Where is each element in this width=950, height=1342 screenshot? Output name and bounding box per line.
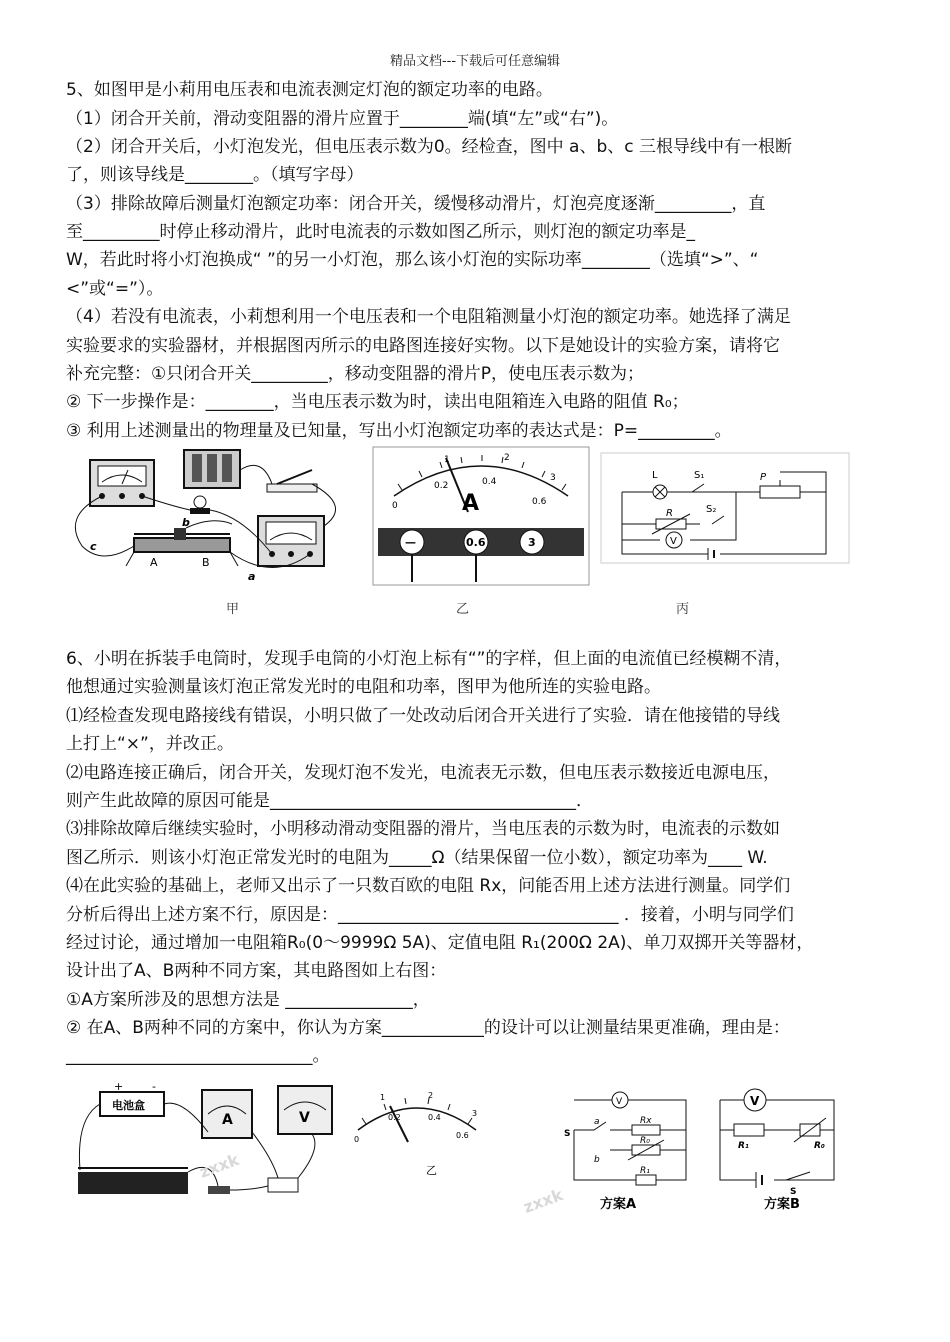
dial-t0: 0 (354, 1135, 360, 1144)
plan-a-R0: R₀ (640, 1136, 650, 1146)
q5-figure-bing (600, 452, 850, 564)
terminal-0-6: 0.6 (466, 536, 486, 549)
q5-part4-line2: 实验要求的实验器材，并根据图丙所示的电路图连接好实物。以下是她设计的实验方案，请将它 (66, 336, 780, 356)
q5-part4-line4: ② 下一步操作是：________，当电压表示数为时，读出电阻箱连入电路的阻值 R₀； (66, 392, 689, 412)
plan-b-S: S (790, 1187, 797, 1197)
plan-a-a: a (594, 1117, 600, 1127)
q6-part2-line1: ⑵电路连接正确后，闭合开关，发现灯泡不发光，电流表无示数，但电压表示数接近电源电压， (66, 763, 780, 783)
tick-1: 1 (444, 455, 450, 465)
dial-t1: 1 (380, 1093, 386, 1102)
dial-caption-yi: 乙 (426, 1164, 437, 1177)
battery-minus: - (152, 1080, 156, 1093)
dial-t04: 0.4 (428, 1113, 441, 1122)
dial-t06: 0.6 (456, 1131, 469, 1140)
tick-0-2: 0.2 (434, 481, 449, 491)
q5-part4-line5: ③ 利用上述测量出的物理量及已知量，写出小灯泡额定功率的表达式是：P=_________。 (66, 421, 732, 441)
q5-part2-line2: 了，则该导线是________。（填写字母） (66, 165, 364, 185)
tick-0: 0 (392, 501, 398, 511)
tick-0-6: 0.6 (532, 497, 547, 507)
q6-part3-line2: 图乙所示．则该小灯泡正常发光时的电阻为_____Ω（结果保留一位小数），额定功率为____ W. (66, 848, 768, 868)
q6-part5: ①A方案所涉及的思想方法是 _______________， (66, 990, 430, 1010)
page-header: 精品文档---下载后可任意编辑 (389, 54, 561, 69)
voltmeter-label: V (299, 1110, 310, 1126)
plan-a-Rx: Rx (640, 1116, 652, 1126)
q6-part4-line4: 设计出了A、B两种不同方案，其电路图如上右图： (66, 961, 447, 981)
q5-part3-line1: （3）排除故障后测量灯泡额定功率：闭合开关，缓慢移动滑片，灯泡亮度逐渐_________，直 (66, 194, 766, 214)
q6-figure-plan-a (520, 1080, 700, 1217)
q5-part4-line3: 补充完整：①只闭合开关_________，移动变阻器的滑片P，使电压表示数为； (66, 364, 644, 384)
q6-part6: ② 在A、B两种不同的方案中，你认为方案____________的设计可以让测量结果更准确，理由是： (66, 1018, 790, 1038)
plan-b-R0: R₀ (814, 1141, 825, 1151)
terminal-label-B: B (202, 556, 210, 569)
plan-b-caption: 方案B (764, 1197, 800, 1212)
q6-figure-apparatus (72, 1078, 352, 1208)
caption-yi: 乙 (456, 602, 470, 617)
plan-b-R1: R₁ (738, 1141, 749, 1151)
label-L: L (652, 470, 658, 481)
q5-part3-line3: W，若此时将小灯泡换成“ ”的另一小灯泡，那么该小灯泡的实际功率________（选填“>”、“ (66, 250, 759, 270)
plan-a-b: b (594, 1155, 600, 1165)
dial-unit-A: A (462, 491, 480, 516)
q6-part7: _____________________________。 (66, 1046, 330, 1066)
q6-part2-line2: 则产生此故障的原因可能是____________________________________． (66, 791, 593, 811)
ammeter-device (258, 516, 324, 566)
plan-a-S: S (564, 1129, 571, 1139)
tick-3: 3 (550, 473, 556, 483)
voltmeter-device (90, 460, 154, 506)
tick-2: 2 (504, 453, 510, 463)
battery-label: 电池盒 (112, 1099, 145, 1112)
q5-part3-line4: <”或“=”）。 (66, 279, 164, 299)
q6-figure-plan-b (710, 1080, 850, 1210)
plan-a-V: V (616, 1097, 623, 1107)
rheostat-device (126, 528, 238, 566)
watermark-1: zxxk (196, 1150, 242, 1182)
dial-t3: 3 (472, 1109, 478, 1118)
q6-part4-line1: ⑷在此实验的基础上，老师又出示了一只数百欧的电阻 Rx，问能否用上述方法进行测量。同学们 (66, 876, 791, 896)
plan-a-caption: 方案A (600, 1197, 637, 1212)
plan-b-V: V (750, 1094, 760, 1108)
q5-part1: （1）闭合开关前，滑动变阻器的滑片应置于________端(填“左”或“右”)。 (66, 109, 619, 129)
q6-intro-line2: 他想通过实验测量该灯泡正常发光时的电阻和功率，图甲为他所连的实验电路。 (66, 677, 661, 697)
caption-jia: 甲 (226, 602, 240, 617)
q6-part3-line1: ⑶排除故障后继续实验时，小明移动滑动变阻器的滑片，当电压表的示数为时，电流表的示数如 (66, 819, 780, 839)
wire-label-b: b (182, 516, 190, 529)
label-S1: S₁ (694, 470, 705, 481)
label-V: V (670, 536, 677, 547)
q5-part4-line1: （4）若没有电流表，小莉想利用一个电压表和一个电阻箱测量小灯泡的额定功率。她选择了满足 (66, 307, 791, 327)
terminal-minus: — (405, 536, 416, 549)
q6-part1-line1: ⑴经检查发现电路接线有错误，小明只做了一处改动后闭合开关进行了实验．请在他接错的导线 (66, 706, 780, 726)
label-R: R (666, 508, 673, 519)
label-P: P (760, 472, 767, 483)
q5-part3-line2: 至_________时停止移动滑片，此时电流表的示数如图乙所示，则灯泡的额定功率是_ (66, 222, 695, 242)
terminal-3: 3 (528, 536, 536, 549)
battery-pack (184, 450, 240, 488)
label-S2: S₂ (706, 504, 717, 515)
q6-part4-line3: 经过讨论，通过增加一电阻箱R₀(0～9999Ω 5A)、定值电阻 R₁(200Ω 2A)、单刀双掷开关等器材， (66, 933, 814, 953)
q5-part2-line1: （2）闭合开关后，小灯泡发光，但电压表示数为0。经检查，图中 a、b、c 三根导线中有一根断 (66, 137, 792, 157)
plan-a-R1: R₁ (640, 1166, 650, 1176)
q5-figure-yi (372, 446, 590, 586)
tick-0-4: 0.4 (482, 477, 497, 487)
wire-label-c: c (90, 540, 97, 553)
q6-part4-line2: 分析后得出上述方案不行，原因是：_________________________________ ．接着，小明与同学们 (66, 905, 794, 925)
bulb-holder (190, 496, 210, 514)
dial-t2: 2 (428, 1091, 434, 1100)
q5-title: 5、如图甲是小莉用电压表和电流表测定灯泡的额定功率的电路。 (66, 80, 553, 100)
q6-part1-line2: 上打上“×”，并改正。 (66, 734, 234, 754)
switch-device (267, 470, 317, 492)
q5-figure-jia (62, 446, 362, 586)
battery-plus: + (114, 1080, 124, 1093)
caption-bing: 丙 (676, 602, 690, 617)
ammeter-label: A (222, 1112, 233, 1128)
q6-figure-dial (352, 1090, 482, 1180)
q6-intro-line1: 6、小明在拆装手电筒时，发现手电筒的小灯泡上标有“”的字样，但上面的电流值已经模糊不清， (66, 649, 792, 669)
dial-t02: 0.2 (388, 1113, 401, 1122)
terminal-label-A: A (150, 556, 158, 569)
wire-label-a: a (248, 570, 256, 583)
watermark-2: zxxk (520, 1185, 566, 1217)
